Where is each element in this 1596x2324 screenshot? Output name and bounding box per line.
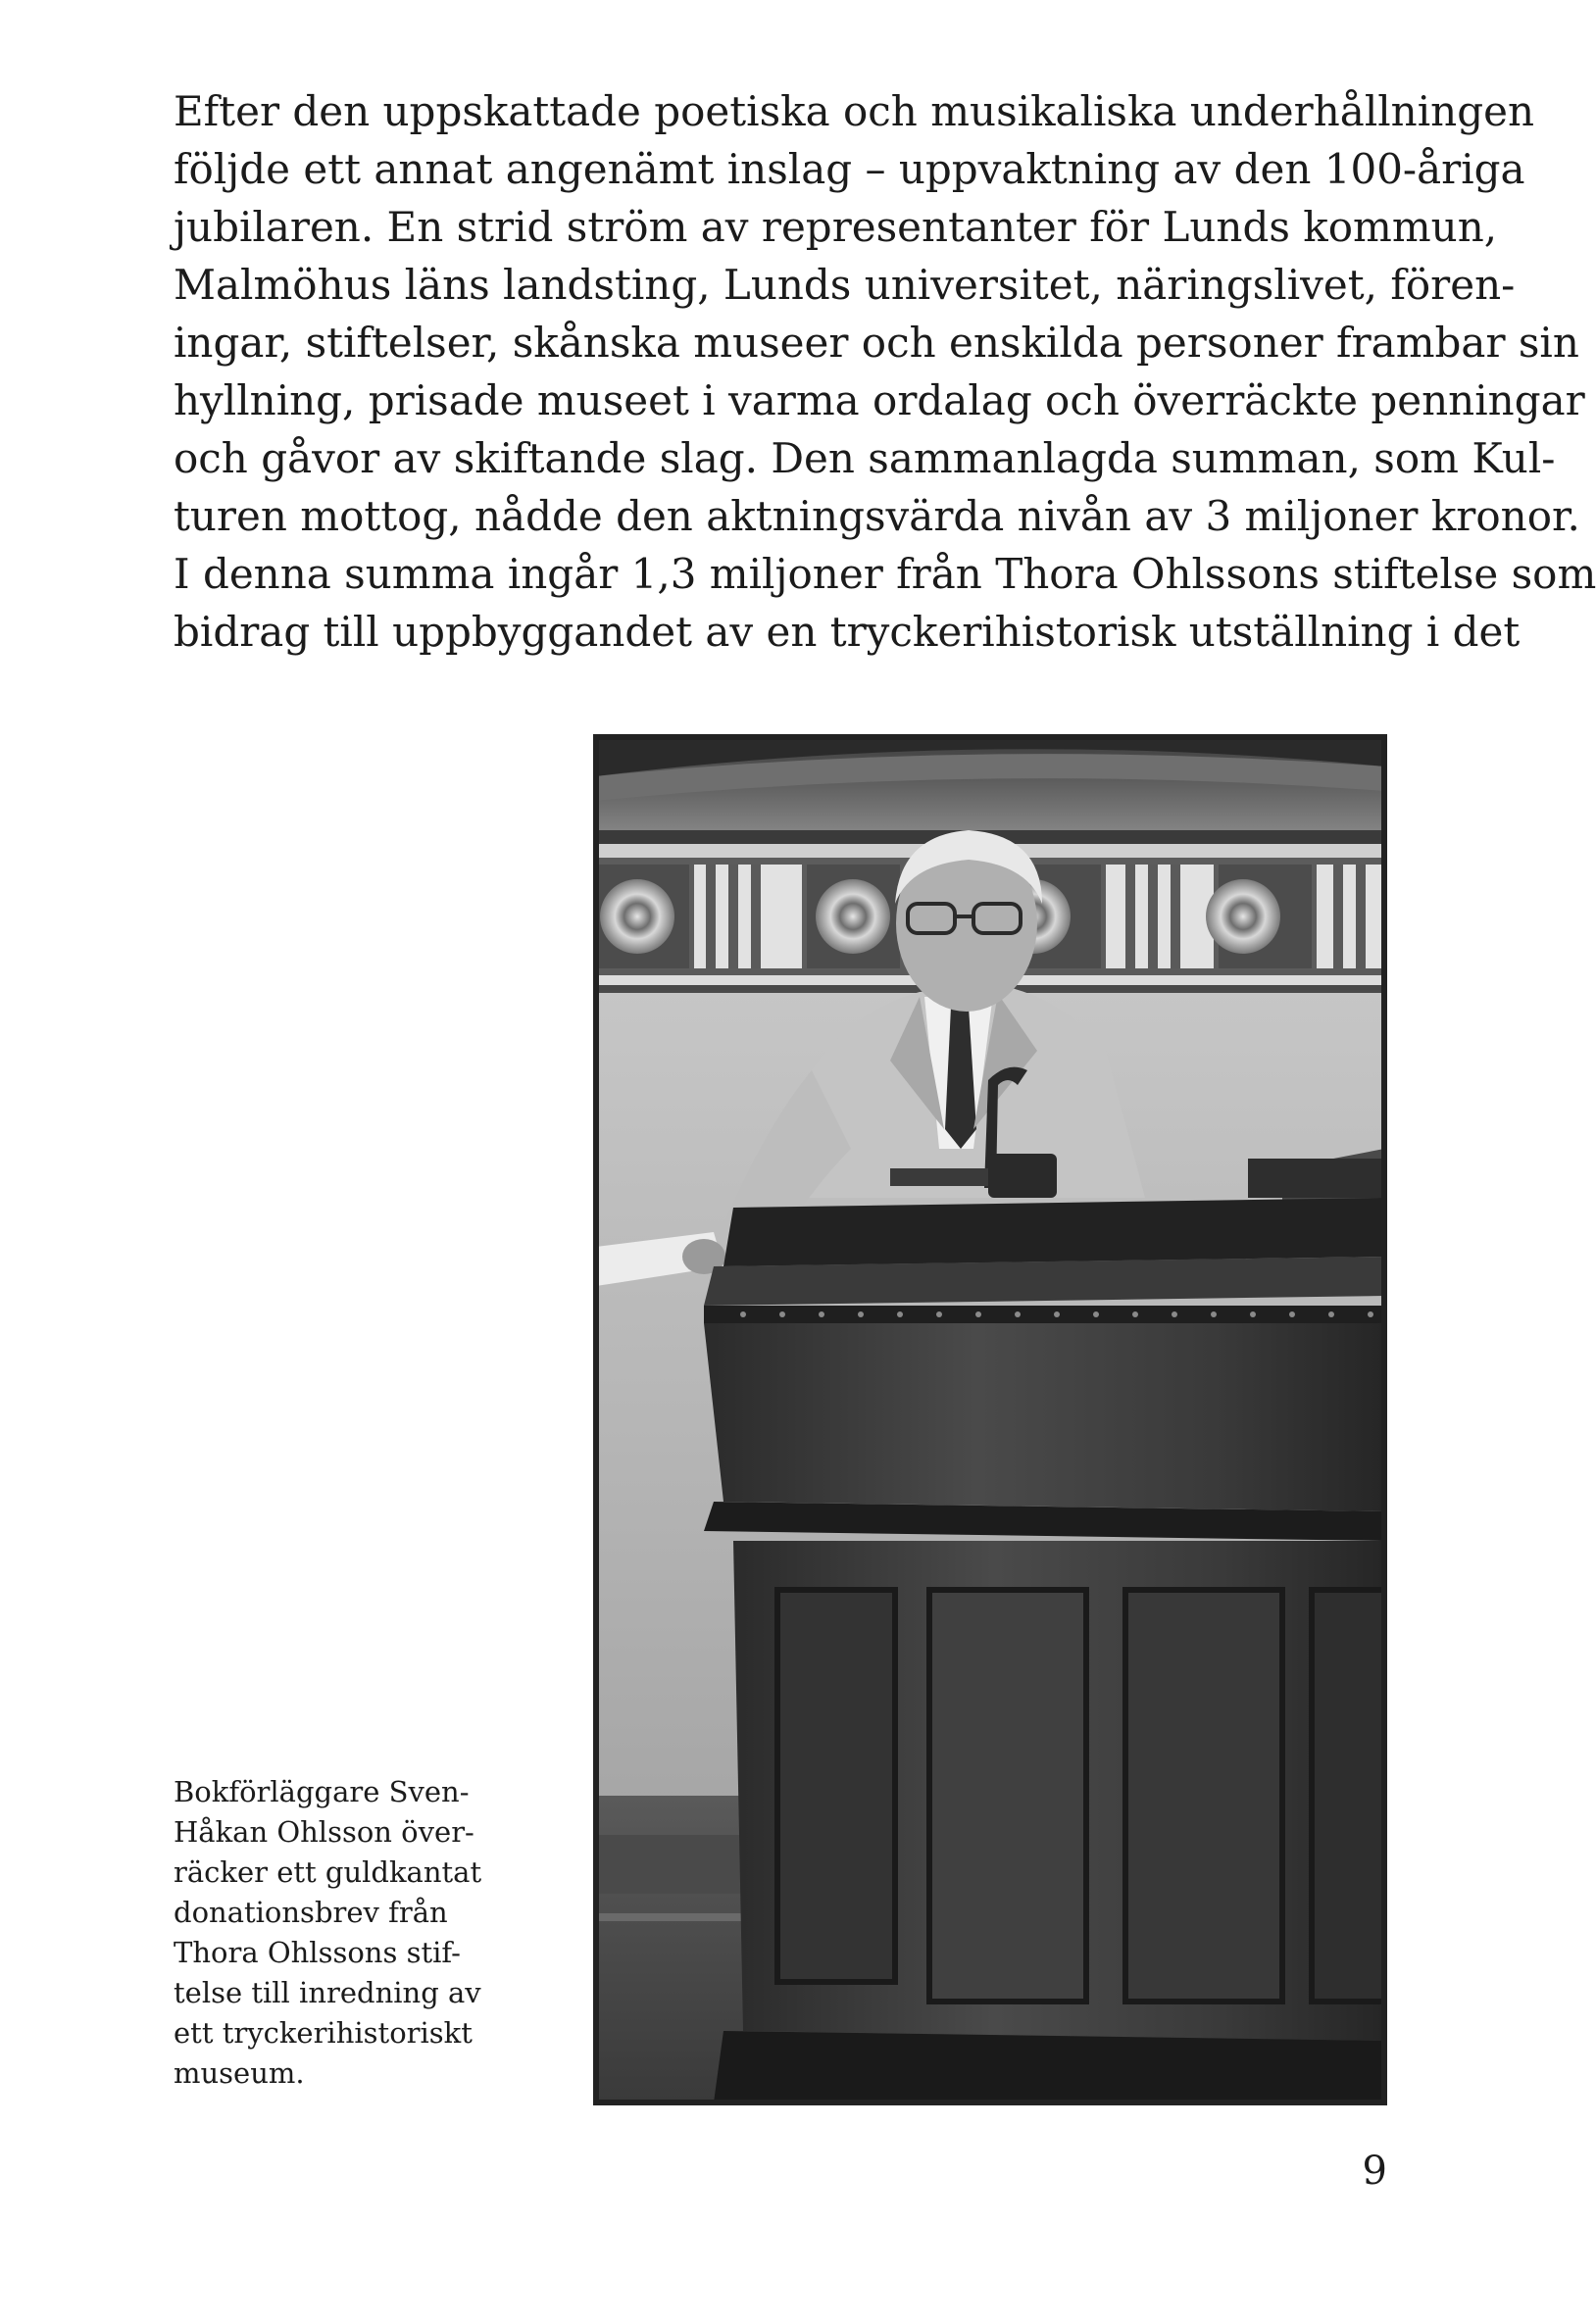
caption-line: Håkan Ohlsson över- xyxy=(174,1815,474,1849)
body-line: jubilaren. En strid ström av representanter för Lunds kommun, xyxy=(174,203,1498,251)
body-line: och gåvor av skiftande slag. Den sammanlagda summan, som Kul- xyxy=(174,434,1556,482)
body-text xyxy=(174,82,1596,661)
caption-line: museum. xyxy=(174,2056,305,2090)
body-line: följde ett annat angenämt inslag – uppvaktning av den 100-åriga xyxy=(174,145,1525,193)
body-line: I denna summa ingår 1,3 miljoner från Thora Ohlssons stiftelse som xyxy=(174,550,1596,598)
photograph xyxy=(596,737,1384,2102)
body-line: Efter den uppskattade poetiska och musikaliska underhållningen xyxy=(174,87,1535,135)
caption-line: ett tryckerihistoriskt xyxy=(174,2016,473,2050)
photo-caption xyxy=(174,1772,497,2094)
body-line: hyllning, prisade museet i varma ordalag och överräckte penningar xyxy=(174,376,1585,424)
body-line: bidrag till uppbyggandet av en tryckerihistorisk utställning i det xyxy=(174,608,1521,656)
caption-line: Thora Ohlssons stif- xyxy=(174,1936,461,1969)
photo-illustration xyxy=(596,737,1384,2102)
caption-line: telse till inredning av xyxy=(174,1976,481,2009)
caption-line: donationsbrev från xyxy=(174,1896,448,1929)
caption-line: räcker ett guldkantat xyxy=(174,1855,482,1889)
caption-line: Bokförläggare Sven- xyxy=(174,1775,470,1808)
body-line: ingar, stiftelser, skånska museer och enskilda personer frambar sin xyxy=(174,319,1579,367)
page-number: 9 xyxy=(1362,2149,1387,2194)
body-line: Malmöhus läns landsting, Lunds universitet, näringslivet, fören- xyxy=(174,261,1516,309)
body-line: turen mottog, nådde den aktningsvärda nivån av 3 miljoner kronor. xyxy=(174,492,1580,540)
